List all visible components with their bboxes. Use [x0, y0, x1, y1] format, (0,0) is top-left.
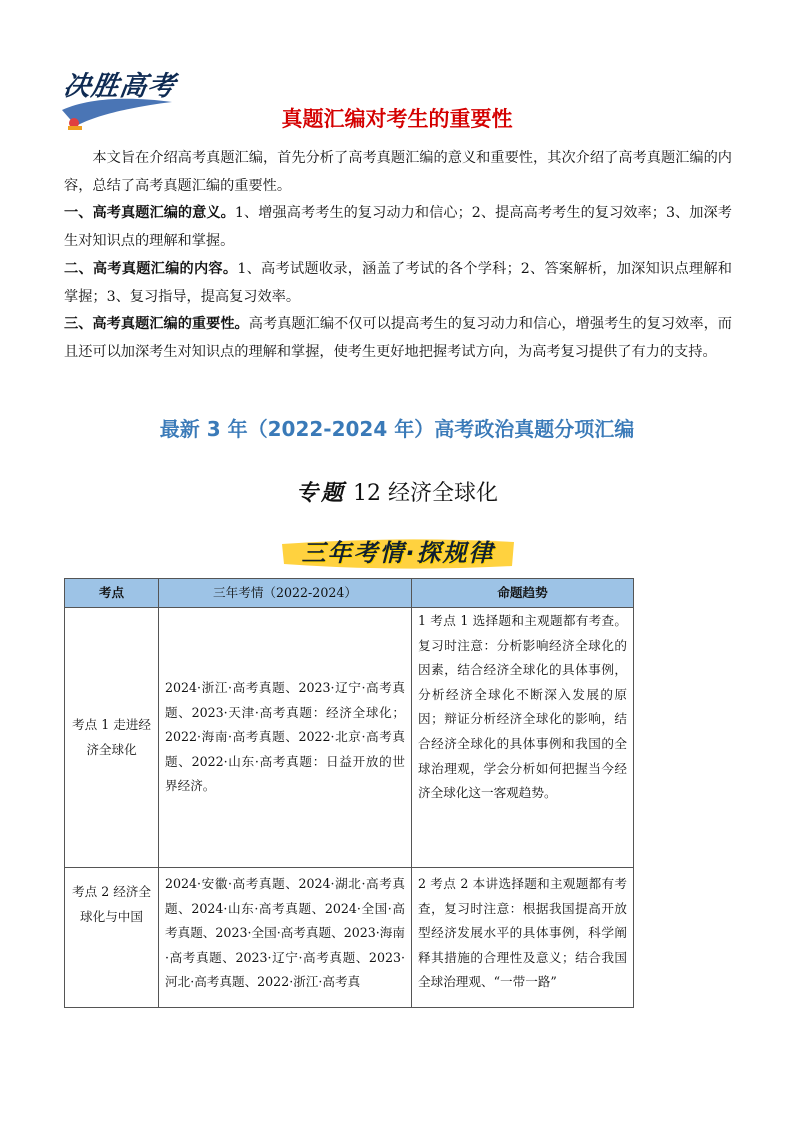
section-1 — [64, 200, 732, 255]
topic-rest: 12 经济全球化 — [346, 481, 498, 506]
cell-point: 考点 2 经济全球化与中国 — [65, 868, 159, 1008]
header-point: 考点 — [65, 579, 159, 608]
cell-exams: 2024·浙江·高考真题、2023·辽宁·高考真题、2023·天津·高考真题：经济全球化；2022·海南·高考真题、2022·北京·高考真题、2022·山东·高考真题：日益开放的世界经济。 — [159, 608, 412, 868]
section-2-heading: 二、高考真题汇编的内容。 — [64, 261, 238, 277]
header-trend: 命题趋势 — [412, 579, 634, 608]
logo-text: 决胜高考 — [61, 71, 178, 102]
cell-trend: 1 考点 1 选择题和主观题都有考查。复习时注意：分析影响经济全球化的因素，结合经济全球化的具体事例，分析经济全球化不断深入发展的原因；辩证分析经济全球化的影响，结合经济全球化的具体事例和我国的全球治理观，学会分析如何把握当今经济全球化这一客观趋势。 — [412, 608, 634, 868]
cell-point: 考点 1 走进经济全球化 — [65, 608, 159, 868]
cell-trend: 2 考点 2 本讲选择题和主观题都有考查，复习时注意：根据我国提高开放型经济发展水平的具体事例，科学阐释其措施的合理性及意义；结合我国全球治理观、“一带一路” — [412, 868, 634, 1008]
subtitle: 最新 3 年（2022-2024 年）高考政治真题分项汇编 — [159, 417, 635, 441]
banner-text: 三年考情·探规律 — [301, 539, 495, 567]
section-3 — [64, 311, 732, 366]
header-exams: 三年考情（2022-2024） — [159, 579, 412, 608]
table-row — [65, 868, 634, 1008]
topic-title — [0, 476, 794, 507]
section-2-text: 1、高考试题收录，涵盖了考试的各个学科；2、答案解析，加深知识点理解和掌握；3、复习指导，提高复习效率。 — [64, 261, 732, 305]
table-header-row — [65, 579, 634, 608]
page-title: 真题汇编对考生的重要性 — [281, 107, 513, 131]
topic-prefix: 专题 — [296, 481, 347, 506]
table-row — [65, 608, 634, 868]
banner — [276, 536, 520, 570]
exam-table — [64, 578, 634, 1008]
section-1-text: 1、增强高考考生的复习动力和信心；2、提高高考考生的复习效率；3、加深考生对知识点的理解和掌握。 — [64, 205, 732, 249]
intro-paragraph: 本文旨在介绍高考真题汇编，首先分析了高考真题汇编的意义和重要性，其次介绍了高考真题汇编的内容，总结了高考真题汇编的重要性。 — [64, 150, 732, 194]
cell-exams: 2024·安徽·高考真题、2024·湖北·高考真题、2024·山东·高考真题、2024·全国·高考真题、2023·全国·高考真题、2023·海南·高考真题、2023·辽宁·高考真题、2023·河北·高考真题、2022·浙江·高考真 — [159, 868, 412, 1008]
section-1-heading: 一、高考真题汇编的意义。 — [64, 205, 235, 221]
section-3-text: 高考真题汇编不仅可以提高考生的复习动力和信心，增强考生的复习效率，而且还可以加深考生对知识点的理解和掌握，使考生更好地把握考试方向，为高考复习提供了有力的支持。 — [64, 316, 732, 360]
section-2 — [64, 256, 732, 311]
section-3-heading: 三、高考真题汇编的重要性。 — [64, 316, 249, 332]
